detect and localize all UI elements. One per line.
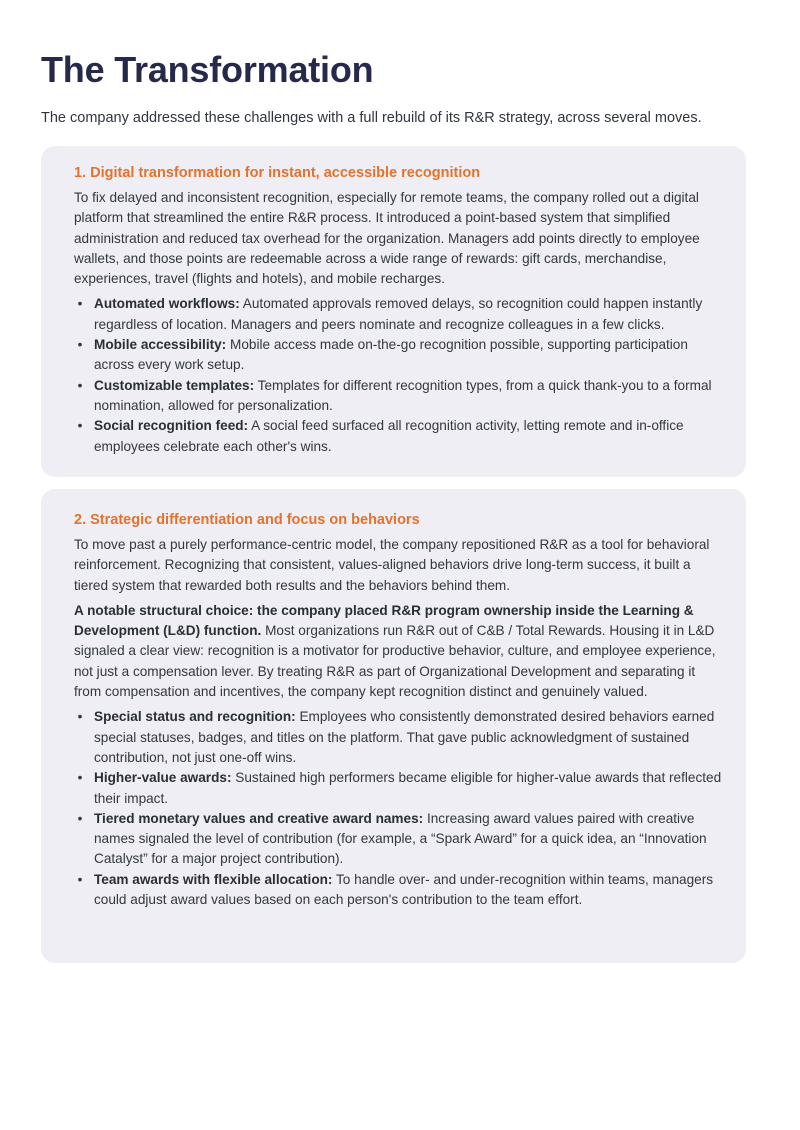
paragraph-text: Most organizations run R&R out of C&B / Total Rewards. Housing it in L&D signaled a clear view: recognition is a motivator for productive behavior, culture, and employee experience, not just a compensation lever. By treating R&R as part of Organizational Development and separating it from compensation and incentives, the company kept recognition distinct and genuinely valued. — [74, 623, 716, 700]
paragraph-lead: A notable structural choice: the company placed R&R program ownership inside the Learning & Development (L&D) function. — [74, 602, 694, 639]
page-title: The Transformation — [41, 49, 374, 90]
list-item — [77, 416, 726, 457]
bullet-icon: • — [77, 418, 83, 434]
bullet-text: Mobile access made on-the-go recognition possible, supporting participation across every work setup. — [94, 337, 688, 373]
bullet-lead: Team awards with flexible allocation: — [94, 871, 333, 887]
bullet-lead: Special status and recognition: — [94, 709, 296, 725]
bullet-text: Automated approvals removed delays, so recognition could happen instantly regardless of location. Managers and peers nominate and recognize colleagues in a few clicks. — [94, 296, 703, 332]
bullet-lead: Customizable templates: — [94, 377, 255, 393]
bullet-text: Templates for different recognition types, from a quick thank-you to a formal nomination, allowed for personalization. — [94, 377, 712, 413]
section-paragraph — [74, 601, 726, 702]
bullet-lead: Social recognition feed: — [94, 418, 249, 434]
bullet-lead: Mobile accessibility: — [94, 337, 227, 353]
list-item — [77, 870, 726, 911]
intro-paragraph: The company addressed these challenges with a full rebuild of its R&R strategy, across several moves. — [41, 110, 702, 126]
section-paragraph — [74, 535, 726, 596]
list-item — [77, 768, 726, 809]
bullet-icon: • — [77, 296, 83, 312]
bullet-list — [74, 294, 726, 456]
section-card-strategic-differentiation — [41, 489, 746, 963]
bullet-text: Sustained high performers became eligible for higher-value awards that reflected their impact. — [94, 770, 722, 806]
bullet-lead: Tiered monetary values and creative award names: — [94, 810, 424, 826]
list-item — [77, 707, 726, 768]
bullet-text: A social feed surfaced all recognition activity, letting remote and in-office employees celebrate each other's wins. — [94, 418, 684, 454]
bullet-icon: • — [77, 709, 83, 725]
bullet-icon: • — [77, 337, 83, 353]
bullet-text: To handle over- and under-recognition within teams, managers could adjust award values based on each person's contribution to the team effort. — [94, 871, 714, 908]
bullet-lead: Automated workflows: — [94, 296, 240, 312]
section-paragraph — [74, 188, 726, 289]
bullet-text: Increasing award values paired with creative names signaled the level of contribution (for example, a “Spark Award” for a quick idea, an “Innovation Catalyst” for a major project contribution). — [94, 810, 707, 867]
bullet-icon: • — [77, 810, 83, 826]
bullet-lead: Higher-value awards: — [94, 770, 232, 786]
paragraph-text: To move past a purely performance-centric model, the company repositioned R&R as a tool for behavioral reinforcement. Recognizing that consistent, values-aligned behaviors drive long-term success, it built a tiered system that rewarded both results and the behaviors behind them. — [74, 537, 710, 593]
list-item — [77, 335, 726, 376]
section-card-digital-transformation — [41, 146, 746, 477]
list-item — [77, 294, 726, 335]
bullet-icon: • — [77, 377, 83, 393]
section-heading: 2. Strategic differentiation and focus on behaviors — [74, 512, 420, 528]
bullet-list — [74, 707, 726, 910]
list-item — [77, 809, 726, 870]
section-heading: 1. Digital transformation for instant, accessible recognition — [74, 165, 481, 181]
list-item — [77, 376, 726, 417]
bullet-icon: • — [77, 770, 83, 786]
paragraph-text: To fix delayed and inconsistent recognition, especially for remote teams, the company rolled out a digital platform that streamlined the entire R&R process. It introduced a point-based system that simplified administration and reduced tax overhead for the organization. Managers add points directly to employee wallets, and those points are redeemable across a wide range of rewards: gift cards, merchandise, experiences, travel (flights and hotels), and mobile recharges. — [74, 190, 700, 287]
bullet-text: Employees who consistently demonstrated desired behaviors earned special statuses, badges, and titles on the platform. That gave public acknowledgment of sustained contribution, not just one-off wins. — [94, 709, 715, 765]
bullet-icon: • — [77, 871, 83, 887]
